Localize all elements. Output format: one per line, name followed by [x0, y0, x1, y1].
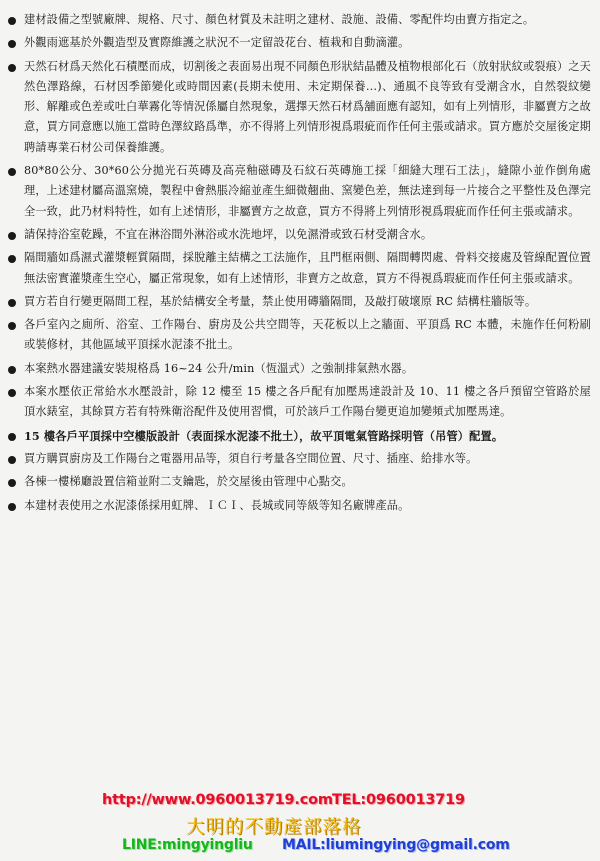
note-item: 買方若自行變更隔間工程，基於結構安全考量，禁止使用磚牆隔間，及敲打破壞原 RC 結構柱牆版等。: [6, 292, 591, 312]
blog-brand-title: 大明的不動產部落格: [186, 817, 362, 838]
email-address[interactable]: MAIL:liumingying@gmail.com: [282, 837, 510, 853]
note-item: 80*80公分、30*60公分拋光石英磚及高亮釉磁磚及石紋石英磚施工採「細縫大理石工法」，縫隙小並作倒角處理，上述建材屬高溫窯燒，製程中會熱脹冷縮並產生細微翹曲、窯變色差，無法達到每一片接合之平整性及色澤完全一致，此乃材料特性，如有上述情形，非屬賣方之故意，買方不得將上列情形視爲瑕疵而作任何主張或請求。: [6, 161, 591, 222]
note-item: 本案水壓依正常給水水壓設計，除 12 樓至 15 樓之各戶配有加壓馬達設計及 10、11 樓之各戶預留空管路於屋頂水錶室，其餘買方若有特殊衛浴配件及使用習慣，可於該戶工作陽台變更追加變頻式加壓馬達。: [6, 382, 591, 423]
note-item: 各棟一樓梯廳設置信箱並附二支鑰匙，於交屋後由管理中心點交。: [6, 472, 591, 492]
note-item: 天然石材爲天然化石積壓而成，切割後之表面易出現不同顏色形狀結晶體及植物根部化石（放射狀紋或裂痕）之天然色澤路線，石材因季節變化或時間因素(長期未使用、未定期保養…)、通風不良等致有受潮含水，自然裂紋變形、解離或色差或吐白華霧化等情況係屬自然現象，選擇天然石材爲舖面應有認知，如有上列情形，非屬賣方之故意，買方同意應以施工當時色澤紋路爲準，亦不得將上列情形視爲瑕疵而作任何主張或請求。買方應於交屋後定期聘請專業石材公司保養維護。: [6, 57, 591, 158]
phone-number: TEL:0960013719: [332, 792, 465, 808]
building-materials-notes: [6, 10, 591, 519]
note-item: 15 樓各戶平頂採中空樓版設計（表面採水泥漆不批土），故平頂電氣管路採明管（吊管）配置。: [6, 426, 591, 446]
website-link[interactable]: http://www.0960013719.com: [102, 792, 333, 808]
note-item: 請保持浴室乾躁，不宜在淋浴間外淋浴或水洗地坪，以免濕滑或致石材受潮含水。: [6, 225, 591, 245]
note-item: 本建材表使用之水泥漆係採用虹牌、ＩＣＩ、長城或同等級等知名廠牌產品。: [6, 496, 591, 516]
line-id: LINE:mingyingliu: [122, 837, 253, 853]
note-item: 買方購買廚房及工作陽台之電器用品等，須自行考量各空間位置、尺寸、插座、給排水等。: [6, 449, 591, 469]
note-item: 本案熱水器建議安裝規格爲 16~24 公升/min（恆溫式）之強制排氣熱水器。: [6, 359, 591, 379]
contact-footer: [0, 786, 600, 861]
note-item: 隔間牆如爲濕式灌漿輕質隔間，採脫離主結構之工法施作，且門框兩側、隔間轉閃處、骨料交接處及管線配置位置無法密實灌漿產生空心，屬正常現象，如有上述情形，非賣方之故意，買方不得視爲瑕疵而作任何主張或請求。: [6, 248, 591, 289]
note-item: 各戶室內之廁所、浴室、工作陽台、廚房及公共空間等，天花板以上之牆面、平頂爲 RC 本體，未施作任何粉刷或裝修材，其他區域平頂採水泥漆不批土。: [6, 315, 591, 356]
note-item: 外觀雨遮基於外觀造型及實際維護之狀況不一定留設花台、植栽和自動滴灌。: [6, 33, 591, 53]
note-item: 建材設備之型號廠牌、規格、尺寸、顏色材質及未註明之建材、設施、設備、零配件均由賣方指定之。: [6, 10, 591, 30]
